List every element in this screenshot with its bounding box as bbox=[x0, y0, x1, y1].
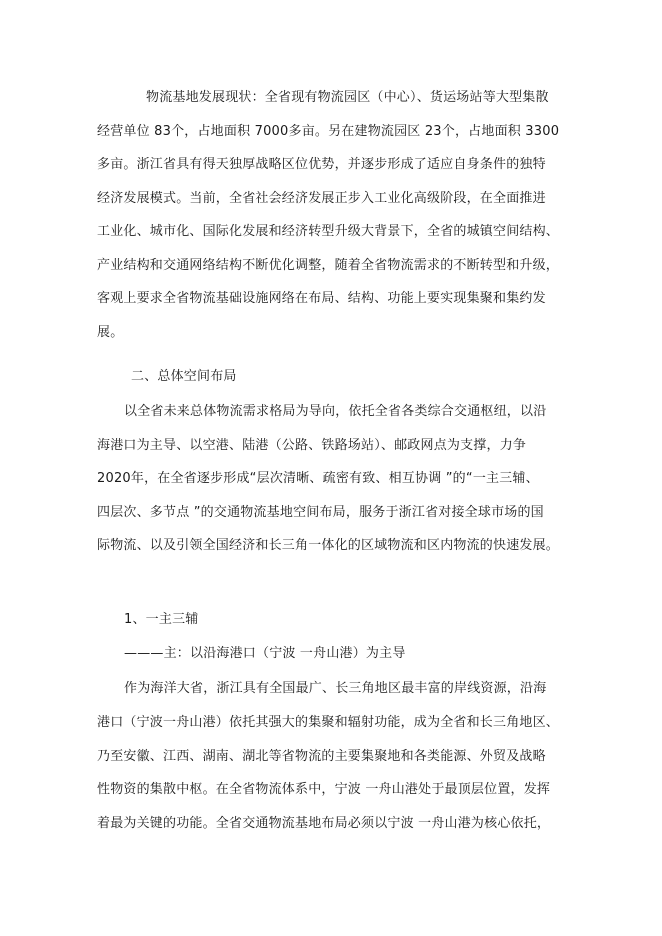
paragraph1-line-7: 客观上要求全省物流基础设施网络在布局、结构、功能上要实现集聚和集约发 bbox=[97, 291, 546, 306]
paragraph2-line-5: 际物流、以及引领全国经济和长三角一体化的区域物流和区内物流的快速发展。 bbox=[97, 538, 560, 553]
paragraph2-line-4: 四层次、多节点 ”的交通物流基地空间布局，服务于浙江省对接全球市场的国 bbox=[97, 505, 544, 520]
subsection-heading-one-main-three-aux: 1、一主三辅 bbox=[124, 612, 199, 627]
paragraph2-line-3: 2020年，在全省逐步形成“层次清晰、疏密有致、相互协调 ”的“一主三辅、 bbox=[97, 471, 539, 486]
paragraph1-line-4: 经济发展模式。当前，全省社会经济发展正步入工业化高级阶段，在全面推进 bbox=[97, 191, 546, 206]
paragraph3-line-2: 港口（宁波一舟山港）依托其强大的集聚和辐射功能，成为全省和长三角地区、 bbox=[97, 715, 560, 730]
paragraph1-line-6: 产业结构和交通网络结构不断优化调整，随着全省物流需求的不断转型和升级， bbox=[97, 258, 560, 273]
paragraph1-line-8: 展。 bbox=[97, 325, 124, 340]
paragraph3-line-1: 作为海洋大省，浙江具有全国最广、长三角地区最丰富的岸线资源，沿海 bbox=[124, 681, 547, 696]
paragraph2-line-1: 以全省未来总体物流需求格局为导向，依托全省各类综合交通枢纽，以沿 bbox=[124, 404, 547, 419]
paragraph3-line-4: 性物资的集散中枢。在全省物流体系中，宁波 一舟山港处于最顶层位置，发挥 bbox=[97, 782, 551, 797]
paragraph3-line-3: 乃至安徽、江西、湖南、湖北等省物流的主要集聚地和各类能源、外贸及战略 bbox=[97, 749, 546, 764]
paragraph1-line-5: 工业化、城市化、国际化发展和经济转型升级大背景下，全省的城镇空间结构、 bbox=[97, 224, 560, 239]
section-heading-overall-layout: 二、总体空间布局 bbox=[131, 369, 237, 384]
paragraph1-line-3: 多亩。浙江省具有得天独厚战略区位优势，并逐步形成了适应自身条件的独特 bbox=[97, 157, 546, 172]
paragraph1-line-1: 物流基地发展现状：全省现有物流园区（中心）、货运场站等大型集散 bbox=[146, 90, 549, 105]
paragraph1-line-2: 经营单位 83个，占地面积 7000多亩。另在建物流园区 23个，占地面积 3300 bbox=[97, 124, 560, 139]
subheading-main-port: ———主：以沿海港口（宁波 一舟山港）为主导 bbox=[124, 646, 406, 661]
paragraph3-line-5: 着最为关键的功能。全省交通物流基地布局必须以宁波 一舟山港为核心依托， bbox=[97, 816, 551, 831]
paragraph2-line-2: 海港口为主导、以空港、陆港（公路、铁路场站）、邮政网点为支撑，力争 bbox=[97, 438, 527, 453]
